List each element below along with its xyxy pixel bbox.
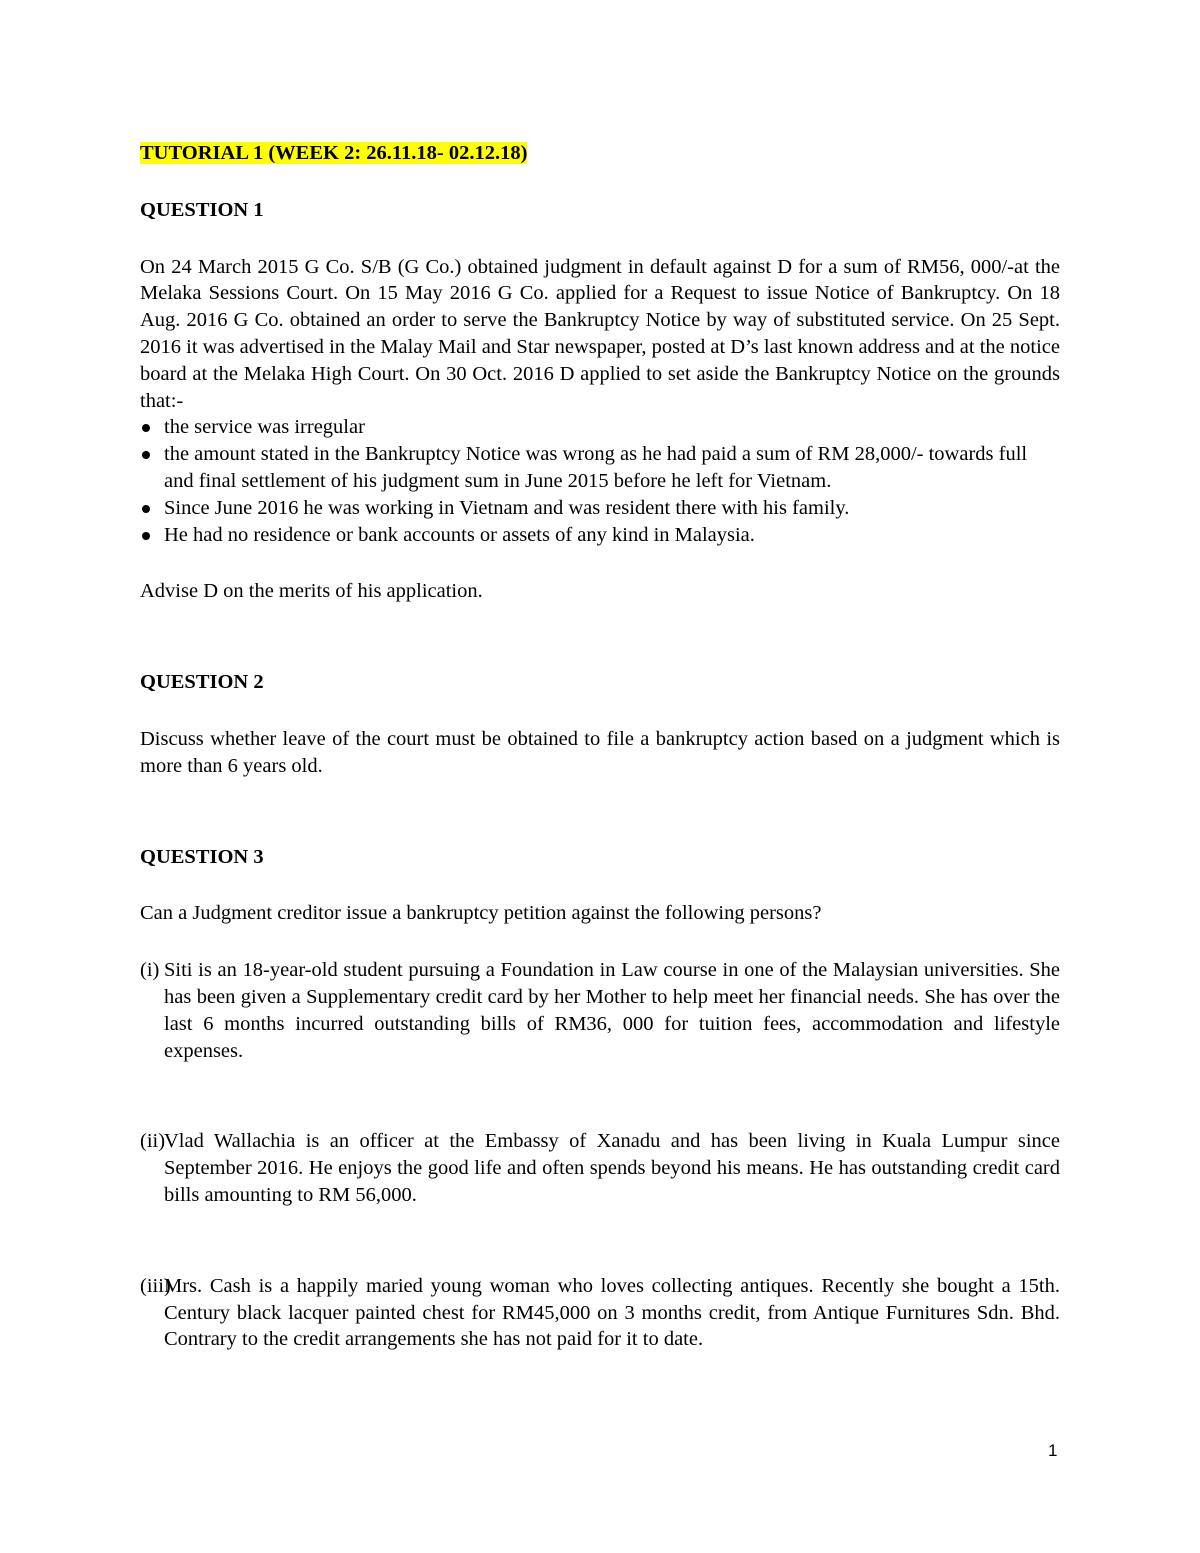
- list-item: [140, 1273, 1060, 1353]
- question-1-grounds-list: [140, 414, 1060, 548]
- bullet-icon: [142, 424, 150, 432]
- document-page: [140, 140, 1060, 1353]
- question-1-body: On 24 March 2015 G Co. S/B (G Co.) obtained judgment in default against D for a sum of RM56, 000/-at the Melaka Sessions Court. On 15 May 2016 G Co. applied for a Request to issue Notice of Bankruptcy. On 18 Aug. 2016 G Co. obtained an order to serve the Bankruptcy Notice by way of substituted service. On 25 Sept. 2016 it was advertised in the Malay Mail and Star newspaper, posted at D’s last known address and at the notice board at the Melaka High Court. On 30 Oct. 2016 D applied to set aside the Bankruptcy Notice on the grounds that:-: [140, 255, 1060, 412]
- list-item: [140, 1128, 1060, 1208]
- question-2-body: Discuss whether leave of the court must be obtained to file a bankruptcy action based on a judgment which is more than 6 years old.: [140, 727, 1060, 777]
- question-1-heading: QUESTION 1: [140, 198, 264, 221]
- page-number: 1: [1048, 1441, 1058, 1460]
- item-marker: (iii): [140, 1274, 171, 1297]
- item-text: Siti is an 18-year-old student pursuing a Foundation in Law course in one of the Malaysian universities. She has been given a Supplementary credit card by her Mother to help meet her financial needs. She has over the last 6 months incurred outstanding bills of RM36, 000 for tuition fees, accommodation and lifestyle expenses.: [164, 959, 1060, 1062]
- question-2-heading: QUESTION 2: [140, 671, 264, 694]
- bullet-icon: [142, 451, 150, 459]
- list-item: He had no residence or bank accounts or assets of any kind in Malaysia.: [140, 522, 1060, 549]
- list-item: [140, 957, 1060, 1064]
- question-3-intro: Can a Judgment creditor issue a bankruptcy petition against the following persons?: [140, 902, 822, 925]
- question-3-heading: QUESTION 3: [140, 845, 264, 868]
- item-text: Vlad Wallachia is an officer at the Embassy of Xanadu and has been living in Kuala Lumpur since September 2016. He enjoys the good life and often spends beyond his means. He has outstanding credit card bills amounting to RM 56,000.: [164, 1130, 1060, 1206]
- list-item: Since June 2016 he was working in Vietnam and was resident there with his family.: [140, 495, 1060, 522]
- list-item: the amount stated in the Bankruptcy Notice was wrong as he had paid a sum of RM 28,000/- towards full and final settlement of his judgment sum in June 2015 before he left for Vietnam.: [140, 441, 1060, 495]
- tutorial-title: [140, 140, 1060, 167]
- item-marker: (i): [140, 959, 160, 982]
- list-item: the service was irregular: [140, 414, 1060, 441]
- item-marker: (ii): [140, 1130, 166, 1153]
- question-1-closing: Advise D on the merits of his application.: [140, 580, 483, 603]
- bullet-icon: [142, 505, 150, 513]
- title-highlight: TUTORIAL 1 (WEEK 2: 26.11.18- 02.12.18): [140, 142, 528, 164]
- item-text: Mrs. Cash is a happily maried young woman who loves collecting antiques. Recently she bought a 15th. Century black lacquer painted chest for RM45,000 on 3 months credit, from Antique Furnitures Sdn. Bhd. Contrary to the credit arrangements she has not paid for it to date.: [164, 1274, 1060, 1351]
- bullet-icon: [142, 532, 150, 540]
